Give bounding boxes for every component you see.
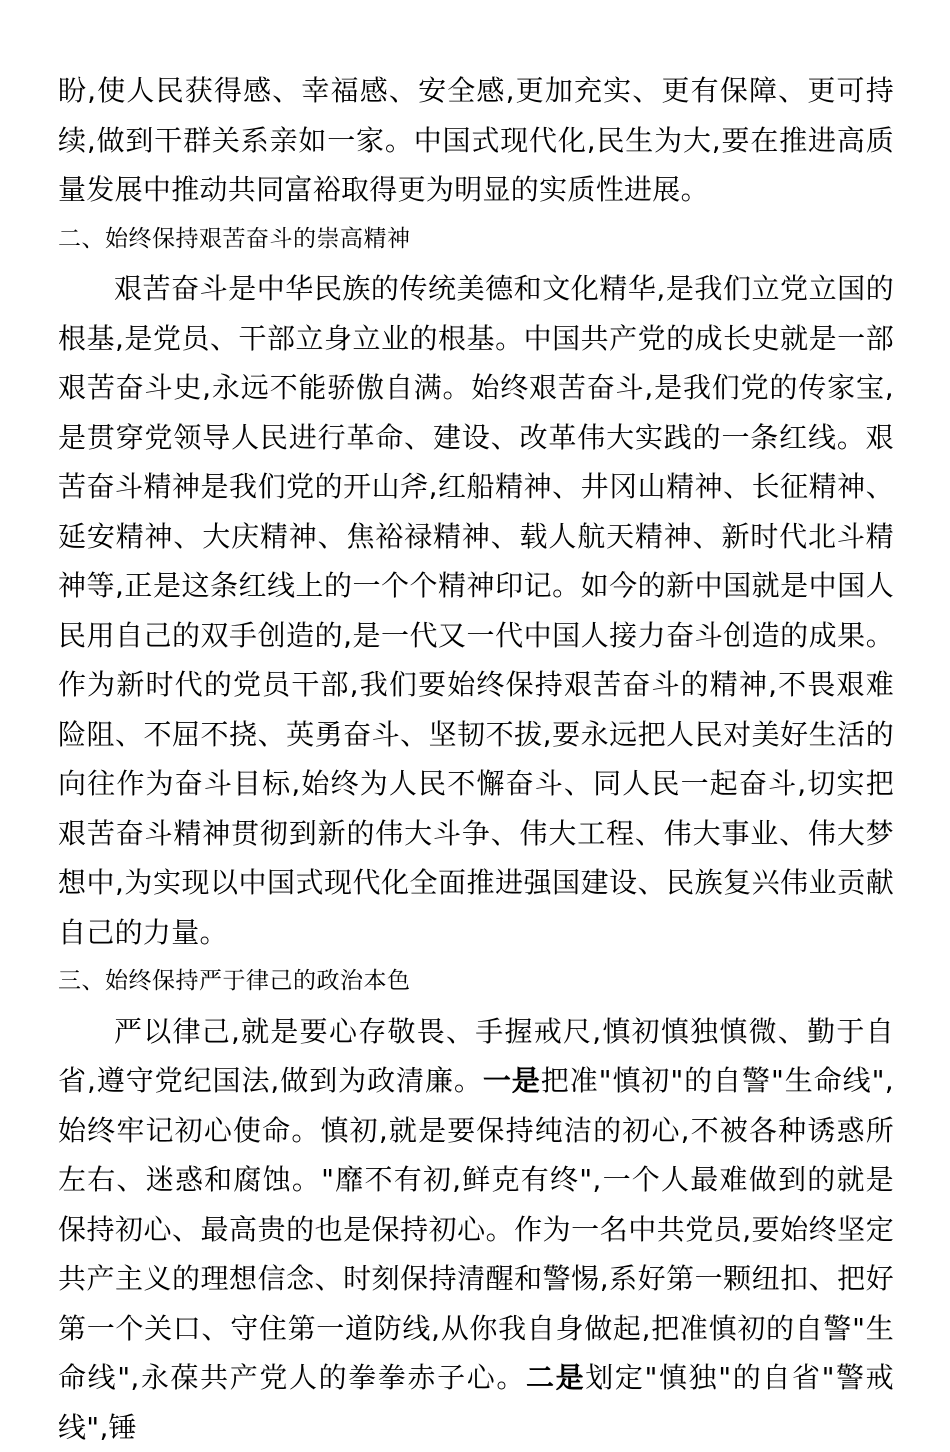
paragraph-text: 严以律己,就是要心存敬畏、手握戒尺,慎初慎独慎微、勤于自省,遵守党纪国法,做到为政清廉。 [58, 1015, 894, 1098]
paragraph-text: 把准"慎初"的自警"生命线",始终牢记初心使命。慎初,就是要保持纯洁的初心,不被各种诱惑所左右、迷惑和腐蚀。"靡不有初,鲜克有终",一个人最难做到的就是保持初心、最高贵的也是保持初心。作为一名中共党员,要始终坚定共产主义的理想信念、时刻保持清醒和警惕,系好第一颗纽扣、把好第一个关口、守住第一道防线,从你我自身做起,把准慎初的自警"生命线",永葆共产党人的拳拳赤子心。 [58, 1064, 894, 1394]
point-marker-second: 二是 [526, 1361, 585, 1394]
paragraph-text: 划定"慎独"的自省"警戒线",锤 [58, 1361, 894, 1444]
paragraph-hard-work: 艰苦奋斗是中华民族的传统美德和文化精华,是我们立党立国的根基,是党员、干部立身立业的根基。中国共产党的成长史就是一部艰苦奋斗史,永远不能骄傲自满。始终艰苦奋斗,是我们党的传家宝,是贯穿党领导人民进行革命、建设、改革伟大实践的一条红线。艰苦奋斗精神是我们党的开山斧,红船精神、井冈山精神、长征精神、延安精神、大庆精神、焦裕禄精神、载人航天精神、新时代北斗精神等,正是这条红线上的一个个精神印记。如今的新中国就是中国人民用自己的双手创造的,是一代又一代中国人接力奋斗创造的成果。作为新时代的党员干部,我们要始终保持艰苦奋斗的精神,不畏艰难险阻、不屈不挠、英勇奋斗、坚韧不拔,要永远把人民对美好生活的向往作为奋斗目标,始终为人民不懈奋斗、同人民一起奋斗,切实把艰苦奋斗精神贯彻到新的伟大斗争、伟大工程、伟大事业、伟大梦想中,为实现以中国式现代化全面推进强国建设、民族复兴伟业贡献自己的力量。 [58, 264, 894, 957]
document-body [58, 66, 894, 1452]
section-heading-3: 三、始终保持严于律己的政治本色 [58, 957, 894, 1007]
paragraph-self-discipline [58, 1007, 894, 1452]
paragraph-intro-continued: 盼,使人民获得感、幸福感、安全感,更加充实、更有保障、更可持续,做到干群关系亲如一家。中国式现代化,民生为大,要在推进高质量发展中推动共同富裕取得更为明显的实质性进展。 [58, 66, 894, 215]
point-marker-first: 一是 [483, 1064, 541, 1097]
section-heading-2: 二、始终保持艰苦奋斗的崇高精神 [58, 215, 894, 265]
